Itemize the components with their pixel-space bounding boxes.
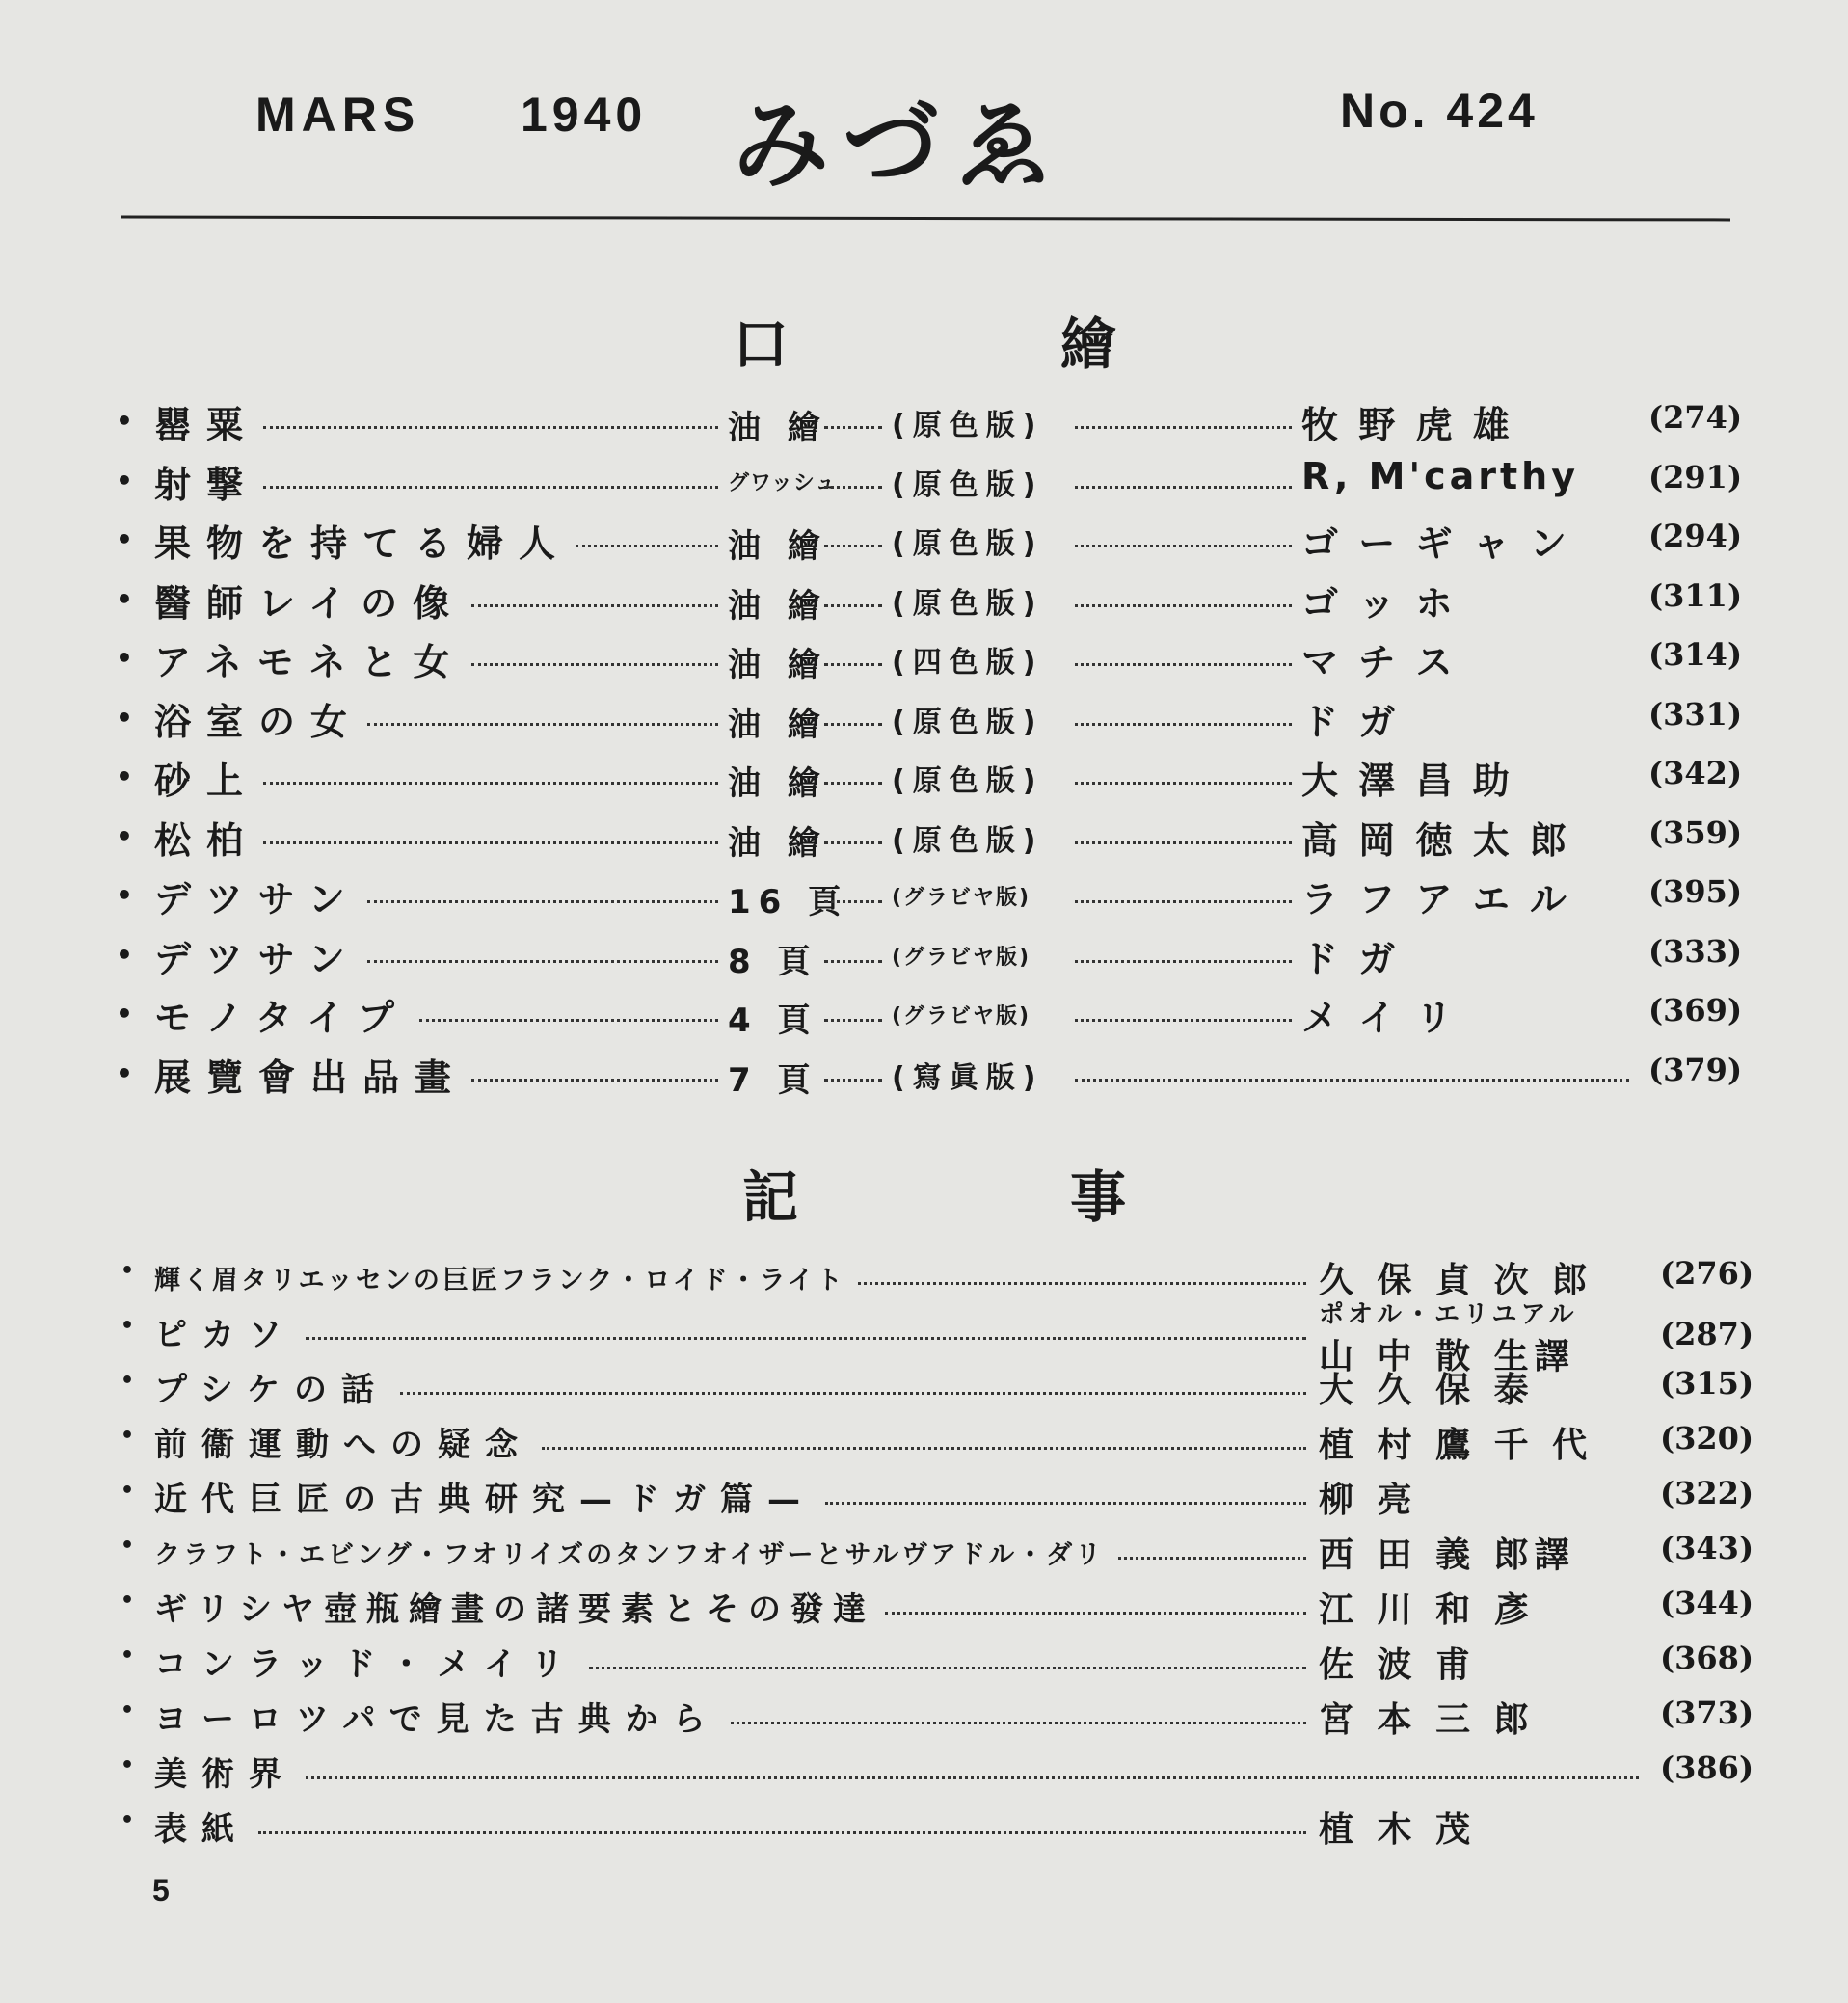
plate-artist: 高 岡 徳 太 郎 bbox=[1301, 819, 1570, 862]
plate-artist: R, M'carthy bbox=[1301, 455, 1579, 497]
bullet: • bbox=[116, 583, 133, 615]
article-page: (344) bbox=[1660, 1585, 1754, 1621]
dot-leader bbox=[1075, 426, 1292, 429]
dot-leader bbox=[263, 782, 718, 785]
plate-edition: (原色版) bbox=[892, 527, 1044, 561]
article-row bbox=[0, 1363, 1848, 1421]
bullet: • bbox=[121, 1753, 135, 1777]
plate-title: 罌粟 bbox=[154, 404, 259, 446]
plate-edition: (グラビヤ版) bbox=[892, 886, 1031, 910]
dot-leader bbox=[306, 1337, 1306, 1340]
bullet: • bbox=[116, 405, 133, 437]
dot-leader bbox=[471, 604, 718, 607]
bullet: • bbox=[121, 1259, 135, 1283]
dot-leader bbox=[731, 1722, 1306, 1724]
dot-leader bbox=[1075, 604, 1292, 607]
plate-row bbox=[0, 811, 1848, 868]
dot-leader bbox=[589, 1667, 1306, 1669]
plate-row bbox=[0, 692, 1848, 750]
dot-leader bbox=[1075, 782, 1292, 785]
dot-leader bbox=[367, 960, 718, 963]
plate-edition: (原色版) bbox=[892, 764, 1044, 798]
article-author-original: ポオル・エリユアル bbox=[1319, 1300, 1578, 1329]
plate-medium: グワッシュ bbox=[728, 471, 838, 495]
bullet: • bbox=[116, 998, 133, 1029]
plate-page: (311) bbox=[1648, 577, 1743, 614]
plate-title: アネモネと女 bbox=[154, 641, 466, 683]
masthead bbox=[0, 67, 1848, 201]
plate-edition: (原色版) bbox=[892, 824, 1044, 858]
bullet: • bbox=[116, 820, 133, 852]
plate-row bbox=[0, 574, 1848, 631]
dot-leader bbox=[824, 1079, 882, 1082]
article-title: ギリシヤ壺瓶繪畫の諸要素とその發達 bbox=[154, 1590, 875, 1629]
dot-leader bbox=[825, 1502, 1306, 1505]
plate-artist: マ チ ス bbox=[1301, 641, 1457, 683]
plate-title: デツサン bbox=[154, 938, 361, 980]
plate-title: モノタイプ bbox=[154, 997, 411, 1039]
bullet: • bbox=[116, 879, 133, 911]
dot-leader bbox=[824, 486, 882, 489]
article-author: 柳 亮 bbox=[1319, 1481, 1418, 1520]
article-title: クラフト・エビング・フオリイズのタンフオイザーとサルヴアドル・ダリ bbox=[154, 1540, 1105, 1570]
plate-medium: 8 頁 bbox=[728, 943, 818, 981]
plate-edition: (寫眞版) bbox=[892, 1061, 1044, 1095]
plate-edition: (四色版) bbox=[892, 646, 1044, 680]
article-title: ヨーロツパで見た古典から bbox=[154, 1700, 720, 1739]
dot-leader bbox=[1075, 486, 1292, 489]
article-row bbox=[0, 1583, 1848, 1641]
dot-leader bbox=[471, 663, 718, 666]
plate-title: 砂上 bbox=[154, 760, 259, 802]
plate-row bbox=[0, 988, 1848, 1046]
article-title: 表紙 bbox=[154, 1810, 249, 1849]
dot-leader bbox=[824, 841, 882, 844]
plate-row bbox=[0, 929, 1848, 987]
dot-leader bbox=[858, 1282, 1306, 1285]
plate-medium: 16 頁 bbox=[728, 883, 849, 921]
article-page: (322) bbox=[1660, 1475, 1754, 1511]
dot-leader bbox=[1075, 841, 1292, 844]
magazine-title: みづゑ bbox=[733, 89, 1066, 201]
article-title: 近代巨匠の古典研究—ドガ篇— bbox=[154, 1481, 815, 1519]
article-author: 久 保 貞 次 郎 bbox=[1319, 1261, 1594, 1300]
article-author: 大 久 保 泰 bbox=[1319, 1371, 1535, 1410]
dot-leader bbox=[824, 426, 882, 429]
article-row bbox=[0, 1748, 1848, 1805]
dot-leader bbox=[1075, 1079, 1629, 1082]
bullet: • bbox=[116, 761, 133, 792]
bullet: • bbox=[116, 465, 133, 496]
article-row bbox=[0, 1803, 1848, 1860]
article-page: (315) bbox=[1660, 1365, 1754, 1402]
plate-edition: (グラビヤ版) bbox=[892, 946, 1031, 970]
dot-leader bbox=[824, 1019, 882, 1022]
bullet: • bbox=[116, 939, 133, 971]
article-title: コンラッド・メイリ bbox=[154, 1645, 578, 1684]
plate-title: 展覽會出品畫 bbox=[154, 1056, 468, 1099]
dot-leader bbox=[885, 1612, 1306, 1615]
dot-leader bbox=[263, 486, 718, 489]
plate-medium: 油 繪 bbox=[728, 409, 828, 447]
plate-page: (331) bbox=[1648, 696, 1743, 733]
dot-leader bbox=[824, 604, 882, 607]
article-page: (373) bbox=[1660, 1695, 1754, 1731]
plate-page: (395) bbox=[1648, 873, 1743, 910]
page-number: 5 bbox=[152, 1873, 170, 1908]
article-title: 前衞運動への疑念 bbox=[154, 1426, 532, 1464]
plates-heading-left: 口 bbox=[733, 311, 790, 377]
plate-row bbox=[0, 514, 1848, 572]
plate-edition: (原色版) bbox=[892, 468, 1044, 502]
dot-leader bbox=[306, 1776, 1639, 1779]
plate-artist: ゴ ー ギ ャ ン bbox=[1301, 522, 1570, 565]
plate-row bbox=[0, 395, 1848, 453]
plate-medium: 油 繪 bbox=[728, 764, 828, 803]
plate-page: (369) bbox=[1648, 992, 1743, 1028]
article-author: 植 木 茂 bbox=[1319, 1810, 1477, 1850]
dot-leader bbox=[400, 1392, 1306, 1395]
bullet: • bbox=[116, 523, 133, 555]
dot-leader bbox=[542, 1447, 1306, 1450]
bullet: • bbox=[121, 1424, 135, 1448]
dot-leader bbox=[1075, 900, 1292, 903]
article-title: プシケの話 bbox=[154, 1371, 388, 1409]
dot-leader bbox=[1075, 663, 1292, 666]
plate-row bbox=[0, 455, 1848, 513]
plate-medium: 油 繪 bbox=[728, 646, 828, 684]
article-page: (386) bbox=[1660, 1749, 1754, 1786]
article-author: 西 田 義 郎譯 bbox=[1319, 1536, 1575, 1575]
articles-heading-right: 事 bbox=[1070, 1164, 1127, 1230]
plate-page: (379) bbox=[1648, 1052, 1743, 1088]
bullet: • bbox=[121, 1479, 135, 1503]
dot-leader bbox=[824, 960, 882, 963]
bullet: • bbox=[121, 1369, 135, 1393]
plate-title: デツサン bbox=[154, 878, 361, 921]
plate-row bbox=[0, 632, 1848, 690]
plate-page: (294) bbox=[1648, 518, 1743, 554]
plate-title: 射撃 bbox=[154, 464, 259, 506]
plate-medium: 4 頁 bbox=[728, 1002, 818, 1040]
article-page: (343) bbox=[1660, 1530, 1754, 1566]
plate-artist: ド ガ bbox=[1301, 701, 1400, 743]
plate-row bbox=[0, 751, 1848, 809]
article-author: 佐 波 甫 bbox=[1319, 1645, 1477, 1685]
plate-row bbox=[0, 1048, 1848, 1106]
plate-page: (314) bbox=[1648, 636, 1743, 673]
plate-medium: 油 繪 bbox=[728, 587, 828, 626]
plate-medium: 7 頁 bbox=[728, 1061, 818, 1100]
article-row bbox=[0, 1418, 1848, 1476]
dot-leader bbox=[576, 545, 718, 547]
plate-title: 醫師レイの像 bbox=[154, 582, 466, 625]
masthead-rule bbox=[121, 216, 1730, 222]
article-page: (368) bbox=[1660, 1640, 1754, 1676]
article-author: 山 中 散 生譯 bbox=[1319, 1337, 1575, 1376]
bullet: • bbox=[121, 1534, 135, 1558]
article-row bbox=[0, 1638, 1848, 1696]
dot-leader bbox=[258, 1831, 1306, 1834]
plate-title: 浴室の女 bbox=[154, 701, 363, 743]
article-row bbox=[0, 1528, 1848, 1586]
plate-edition: (グラビヤ版) bbox=[892, 1004, 1031, 1028]
plate-medium: 油 繪 bbox=[728, 824, 828, 863]
plate-page: (291) bbox=[1648, 459, 1743, 495]
plate-edition: (原色版) bbox=[892, 409, 1044, 442]
article-author: 植 村 鷹 千 代 bbox=[1319, 1426, 1594, 1465]
dot-leader bbox=[824, 723, 882, 726]
article-page: (320) bbox=[1660, 1420, 1754, 1456]
plate-artist: ゴ ッ ホ bbox=[1301, 582, 1457, 625]
plate-page: (274) bbox=[1648, 399, 1743, 436]
dot-leader bbox=[824, 663, 882, 666]
dot-leader bbox=[1075, 1019, 1292, 1022]
dot-leader bbox=[1075, 960, 1292, 963]
dot-leader bbox=[1118, 1557, 1306, 1560]
article-row bbox=[0, 1473, 1848, 1531]
bullet: • bbox=[116, 642, 133, 674]
dot-leader bbox=[419, 1019, 718, 1022]
plate-title: 果物を持てる婦人 bbox=[154, 522, 572, 565]
dot-leader bbox=[824, 900, 882, 903]
plate-medium: 油 繪 bbox=[728, 527, 828, 566]
plate-page: (333) bbox=[1648, 933, 1743, 970]
plate-artist: ラ フ ア エ ル bbox=[1301, 878, 1570, 921]
plate-edition: (原色版) bbox=[892, 706, 1044, 739]
bullet: • bbox=[116, 702, 133, 734]
dot-leader bbox=[471, 1079, 718, 1082]
plate-artist: 大 澤 昌 助 bbox=[1301, 760, 1513, 802]
bullet: • bbox=[121, 1698, 135, 1723]
dot-leader bbox=[367, 900, 718, 903]
article-title: 輝く眉タリエッセンの巨匠フランク・ロイド・ライト bbox=[154, 1266, 845, 1295]
bullet: • bbox=[116, 1057, 133, 1089]
article-row bbox=[0, 1693, 1848, 1750]
plate-edition: (原色版) bbox=[892, 587, 1044, 621]
article-title: 美術界 bbox=[154, 1755, 296, 1794]
plate-artist: ド ガ bbox=[1301, 938, 1400, 980]
masthead-year: 1940 bbox=[521, 88, 648, 142]
article-page: (276) bbox=[1660, 1255, 1754, 1292]
dot-leader bbox=[263, 841, 718, 844]
plate-medium: 油 繪 bbox=[728, 706, 828, 744]
plate-artist: 牧 野 虎 雄 bbox=[1301, 404, 1513, 446]
masthead-month: MARS bbox=[255, 88, 421, 142]
article-author: 江 川 和 彥 bbox=[1319, 1590, 1535, 1630]
issue-number: No. 424 bbox=[1340, 84, 1539, 138]
bullet: • bbox=[121, 1643, 135, 1668]
plate-artist: メ イ リ bbox=[1301, 997, 1457, 1039]
dot-leader bbox=[824, 545, 882, 547]
bullet: • bbox=[121, 1589, 135, 1613]
bullet: • bbox=[121, 1808, 135, 1832]
dot-leader bbox=[367, 723, 718, 726]
article-author: 宮 本 三 郎 bbox=[1319, 1700, 1535, 1740]
dot-leader bbox=[824, 782, 882, 785]
dot-leader bbox=[263, 426, 718, 429]
plate-page: (342) bbox=[1648, 755, 1743, 791]
dot-leader bbox=[1075, 545, 1292, 547]
article-row bbox=[0, 1300, 1848, 1376]
articles-heading-left: 記 bbox=[742, 1164, 799, 1230]
bullet: • bbox=[121, 1314, 135, 1338]
article-page: (287) bbox=[1660, 1316, 1754, 1352]
plate-row bbox=[0, 869, 1848, 927]
article-title: ピカソ bbox=[154, 1316, 296, 1354]
plate-title: 松柏 bbox=[154, 819, 259, 862]
plates-heading-right: 繪 bbox=[1060, 311, 1117, 377]
plate-page: (359) bbox=[1648, 815, 1743, 851]
dot-leader bbox=[1075, 723, 1292, 726]
